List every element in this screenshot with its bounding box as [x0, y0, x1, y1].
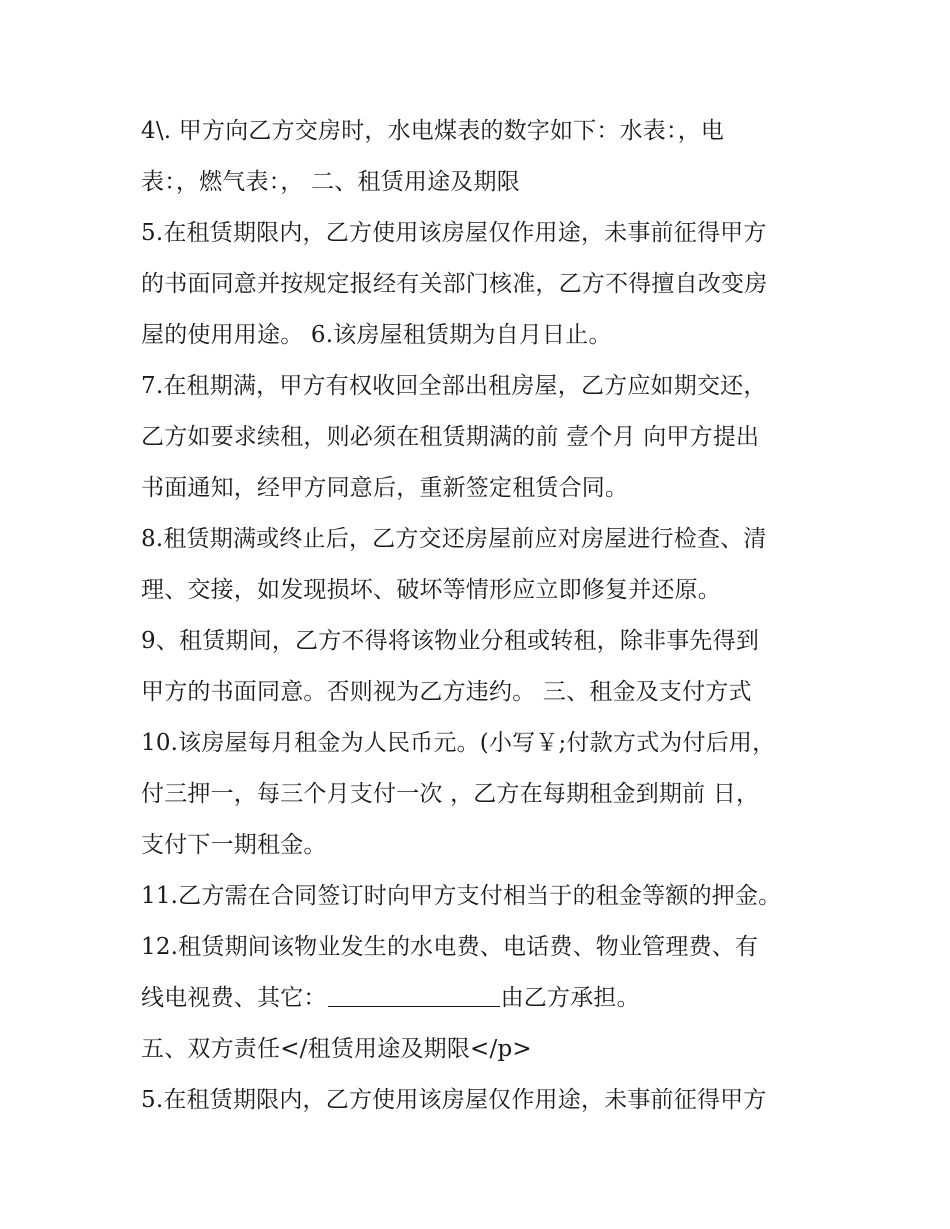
text-line: 书面通知，经甲方同意后，重新签定租赁合同。: [141, 475, 629, 501]
text-segment: 线电视费、其它：: [141, 985, 327, 1011]
text-line: 5.在租赁期限内，乙方使用该房屋仅作用途，未事前征得甲方: [141, 220, 767, 246]
text-line: 支付下一期租金。: [141, 832, 327, 858]
text-line: 乙方如要求续租，则必须在租赁期满的前 壹个月 向甲方提出: [141, 424, 760, 450]
document-body: [141, 106, 831, 1126]
text-line: 五、双方责任</租赁用途及期限</p>: [141, 1036, 532, 1062]
text-line: 9、租赁期间，乙方不得将该物业分租或转租，除非事先得到: [141, 628, 760, 654]
text-line: 表：，燃气表：， 二、租赁用途及期限: [141, 169, 520, 195]
text-line-with-blank: [141, 973, 831, 1024]
text-line: 理、交接，如发现损坏、破坏等情形应立即修复并还原。: [141, 577, 721, 603]
text-line: 12.租赁期间该物业发生的水电费、电话费、物业管理费、有: [141, 934, 759, 960]
text-segment: 由乙方承担。: [500, 985, 640, 1011]
text-line: 11.乙方需在合同签订时向甲方支付相当于的租金等额的押金。: [141, 883, 782, 909]
text-line: 屋的使用用途。 6.该房屋租赁期为自月日止。: [141, 322, 612, 348]
text-line: 7.在租期满，甲方有权收回全部出租房屋，乙方应如期交还，: [141, 373, 767, 399]
text-line: 5.在租赁期限内，乙方使用该房屋仅作用途，未事前征得甲方: [141, 1087, 767, 1113]
text-line: 甲方的书面同意。否则视为乙方违约。 三、租金及支付方式: [141, 679, 752, 705]
text-line: 4\. 甲方向乙方交房时，水电煤表的数字如下：水表：，电: [141, 118, 725, 144]
text-line: 10.该房屋每月租金为人民币元。(小写￥;付款方式为付后用，: [141, 730, 776, 756]
text-line: 的书面同意并按规定报经有关部门核准，乙方不得擅自改变房: [141, 271, 768, 297]
fill-in-blank: [328, 982, 500, 1007]
text-line: 8.租赁期满或终止后，乙方交还房屋前应对房屋进行检查、清: [141, 526, 767, 552]
text-line: 付三押一，每三个月支付一次 ，乙方在每期租金到期前 日，: [141, 781, 760, 807]
